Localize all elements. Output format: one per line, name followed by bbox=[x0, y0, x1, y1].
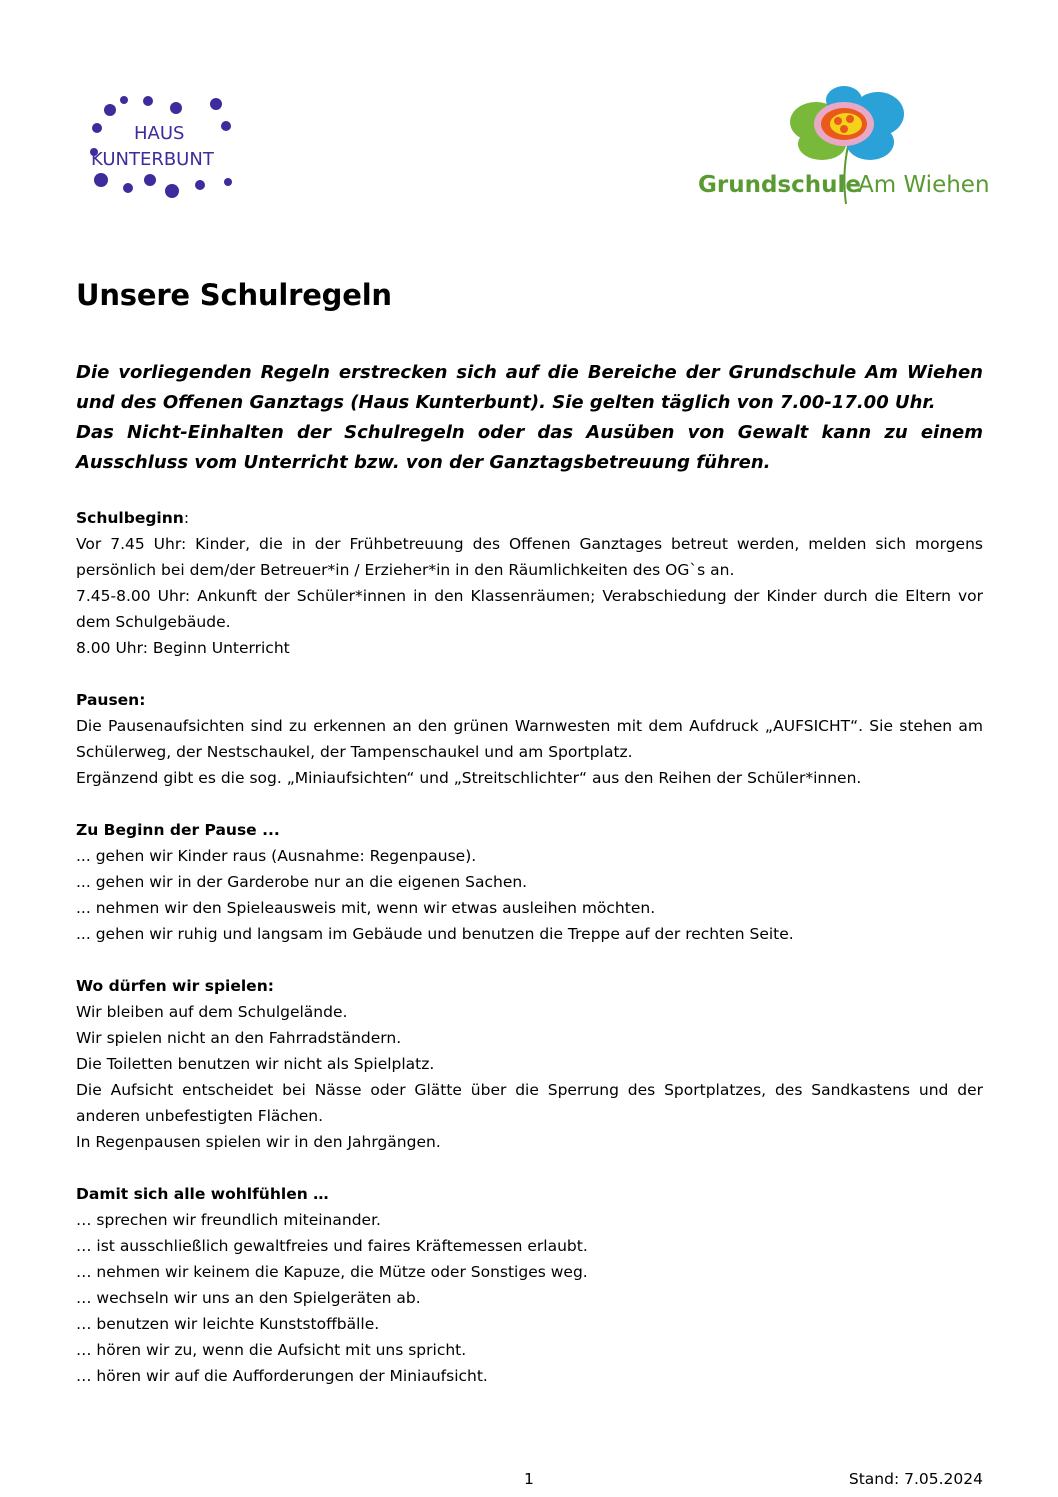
paragraph: Vor 7.45 Uhr: Kinder, die in der Frühbetreuung des Offenen Ganztages betreut werden, melden sich morgens persönlich bei dem/der Betreuer*in / Erzieher*in in den Räumlichkeiten des OG`s an. bbox=[76, 535, 983, 579]
revision-date: Stand: 7.05.2024 bbox=[848, 1470, 983, 1488]
paragraph: Wir spielen nicht an den Fahrradständern. bbox=[76, 1029, 402, 1047]
intro-paragraph: Die vorliegenden Regeln erstrecken sich auf die Bereiche der Grundschule Am Wiehen und des Offenen Ganztags (Haus Kunterbunt). Sie gelten täglich von 7.00-17.00 Uhr. bbox=[76, 362, 983, 413]
list-item: … wechseln wir uns an den Spielgeräten ab. bbox=[76, 1289, 421, 1307]
list-item: … nehmen wir keinem die Kapuze, die Mütze oder Sonstiges weg. bbox=[76, 1263, 588, 1281]
list-item: … benutzen wir leichte Kunststoffbälle. bbox=[76, 1315, 380, 1333]
page-number: 1 bbox=[524, 1470, 534, 1488]
list-item: ... nehmen wir den Spieleausweis mit, wenn wir etwas ausleihen möchten. bbox=[76, 899, 656, 917]
section-heading bbox=[76, 505, 983, 531]
paragraph: Ergänzend gibt es die sog. „Miniaufsichten“ und „Streitschlichter“ aus den Reihen der Schüler*innen. bbox=[76, 769, 862, 787]
paragraph: Wir bleiben auf dem Schulgelände. bbox=[76, 1003, 348, 1021]
list-item: … ist ausschließlich gewaltfreies und faires Kräftemessen erlaubt. bbox=[76, 1237, 588, 1255]
intro-paragraph: Das Nicht-Einhalten der Schulregeln oder das Ausüben von Gewalt kann zu einem Ausschluss vom Unterricht bzw. von der Ganztagsbetreuung führen. bbox=[76, 422, 983, 473]
paragraph: Die Aufsicht entscheidet bei Nässe oder Glätte über die Sperrung des Sportplatzes, des Sandkastens und der anderen unbefestigten Flächen. bbox=[76, 1081, 983, 1125]
section-wohlfuehlen bbox=[76, 1181, 983, 1389]
svg-text:Grundschule: Grundschule bbox=[698, 172, 861, 198]
section-schulbeginn bbox=[76, 505, 983, 661]
svg-text:HAUS: HAUS bbox=[134, 123, 185, 144]
list-item: … hören wir zu, wenn die Aufsicht mit uns spricht. bbox=[76, 1341, 467, 1359]
paragraph: 7.45-8.00 Uhr: Ankunft der Schüler*innen in den Klassenräumen; Verabschiedung der Kinder durch die Eltern vor dem Schulgebäude. bbox=[76, 587, 983, 631]
list-item: ... gehen wir in der Garderobe nur an die eigenen Sachen. bbox=[76, 873, 528, 891]
section-heading: Pausen: bbox=[76, 691, 146, 709]
list-item: … sprechen wir freundlich miteinander. bbox=[76, 1211, 381, 1229]
list-item: ... gehen wir ruhig und langsam im Gebäude und benutzen die Treppe auf der rechten Seite. bbox=[76, 925, 794, 943]
section-heading: Damit sich alle wohlfühlen … bbox=[76, 1185, 329, 1203]
list-item: … hören wir auf die Aufforderungen der Miniaufsicht. bbox=[76, 1367, 488, 1385]
paragraph: In Regenpausen spielen wir in den Jahrgängen. bbox=[76, 1133, 441, 1151]
section-heading: Wo dürfen wir spielen: bbox=[76, 977, 274, 995]
section-zu-beginn bbox=[76, 817, 983, 947]
heading-suffix: : bbox=[183, 509, 190, 527]
paragraph: Die Pausenaufsichten sind zu erkennen an den grünen Warnwesten mit dem Aufdruck „AUFSICHT“. Sie stehen am Schülerweg, der Nestschaukel, der Tampenschaukel und am Sportplatz. bbox=[76, 717, 983, 761]
page-title: Unsere Schulregeln bbox=[76, 278, 392, 312]
svg-text:KUNTERBUNT: KUNTERBUNT bbox=[91, 149, 214, 170]
paragraph: 8.00 Uhr: Beginn Unterricht bbox=[76, 639, 290, 657]
section-wo-spielen bbox=[76, 973, 983, 1155]
page-footer bbox=[76, 1466, 983, 1492]
intro-text bbox=[76, 358, 983, 478]
list-item: ... gehen wir Kinder raus (Ausnahme: Regenpause). bbox=[76, 847, 477, 865]
svg-text:Am Wiehen: Am Wiehen bbox=[858, 172, 990, 198]
paragraph: Die Toiletten benutzen wir nicht als Spielplatz. bbox=[76, 1055, 435, 1073]
rules-content bbox=[76, 505, 983, 1415]
haus-kunterbunt-logo bbox=[88, 92, 238, 200]
section-heading: Zu Beginn der Pause ... bbox=[76, 821, 280, 839]
grundschule-am-wiehen-logo bbox=[692, 84, 992, 208]
section-pausen bbox=[76, 687, 983, 791]
heading-text: Schulbeginn bbox=[76, 509, 184, 527]
